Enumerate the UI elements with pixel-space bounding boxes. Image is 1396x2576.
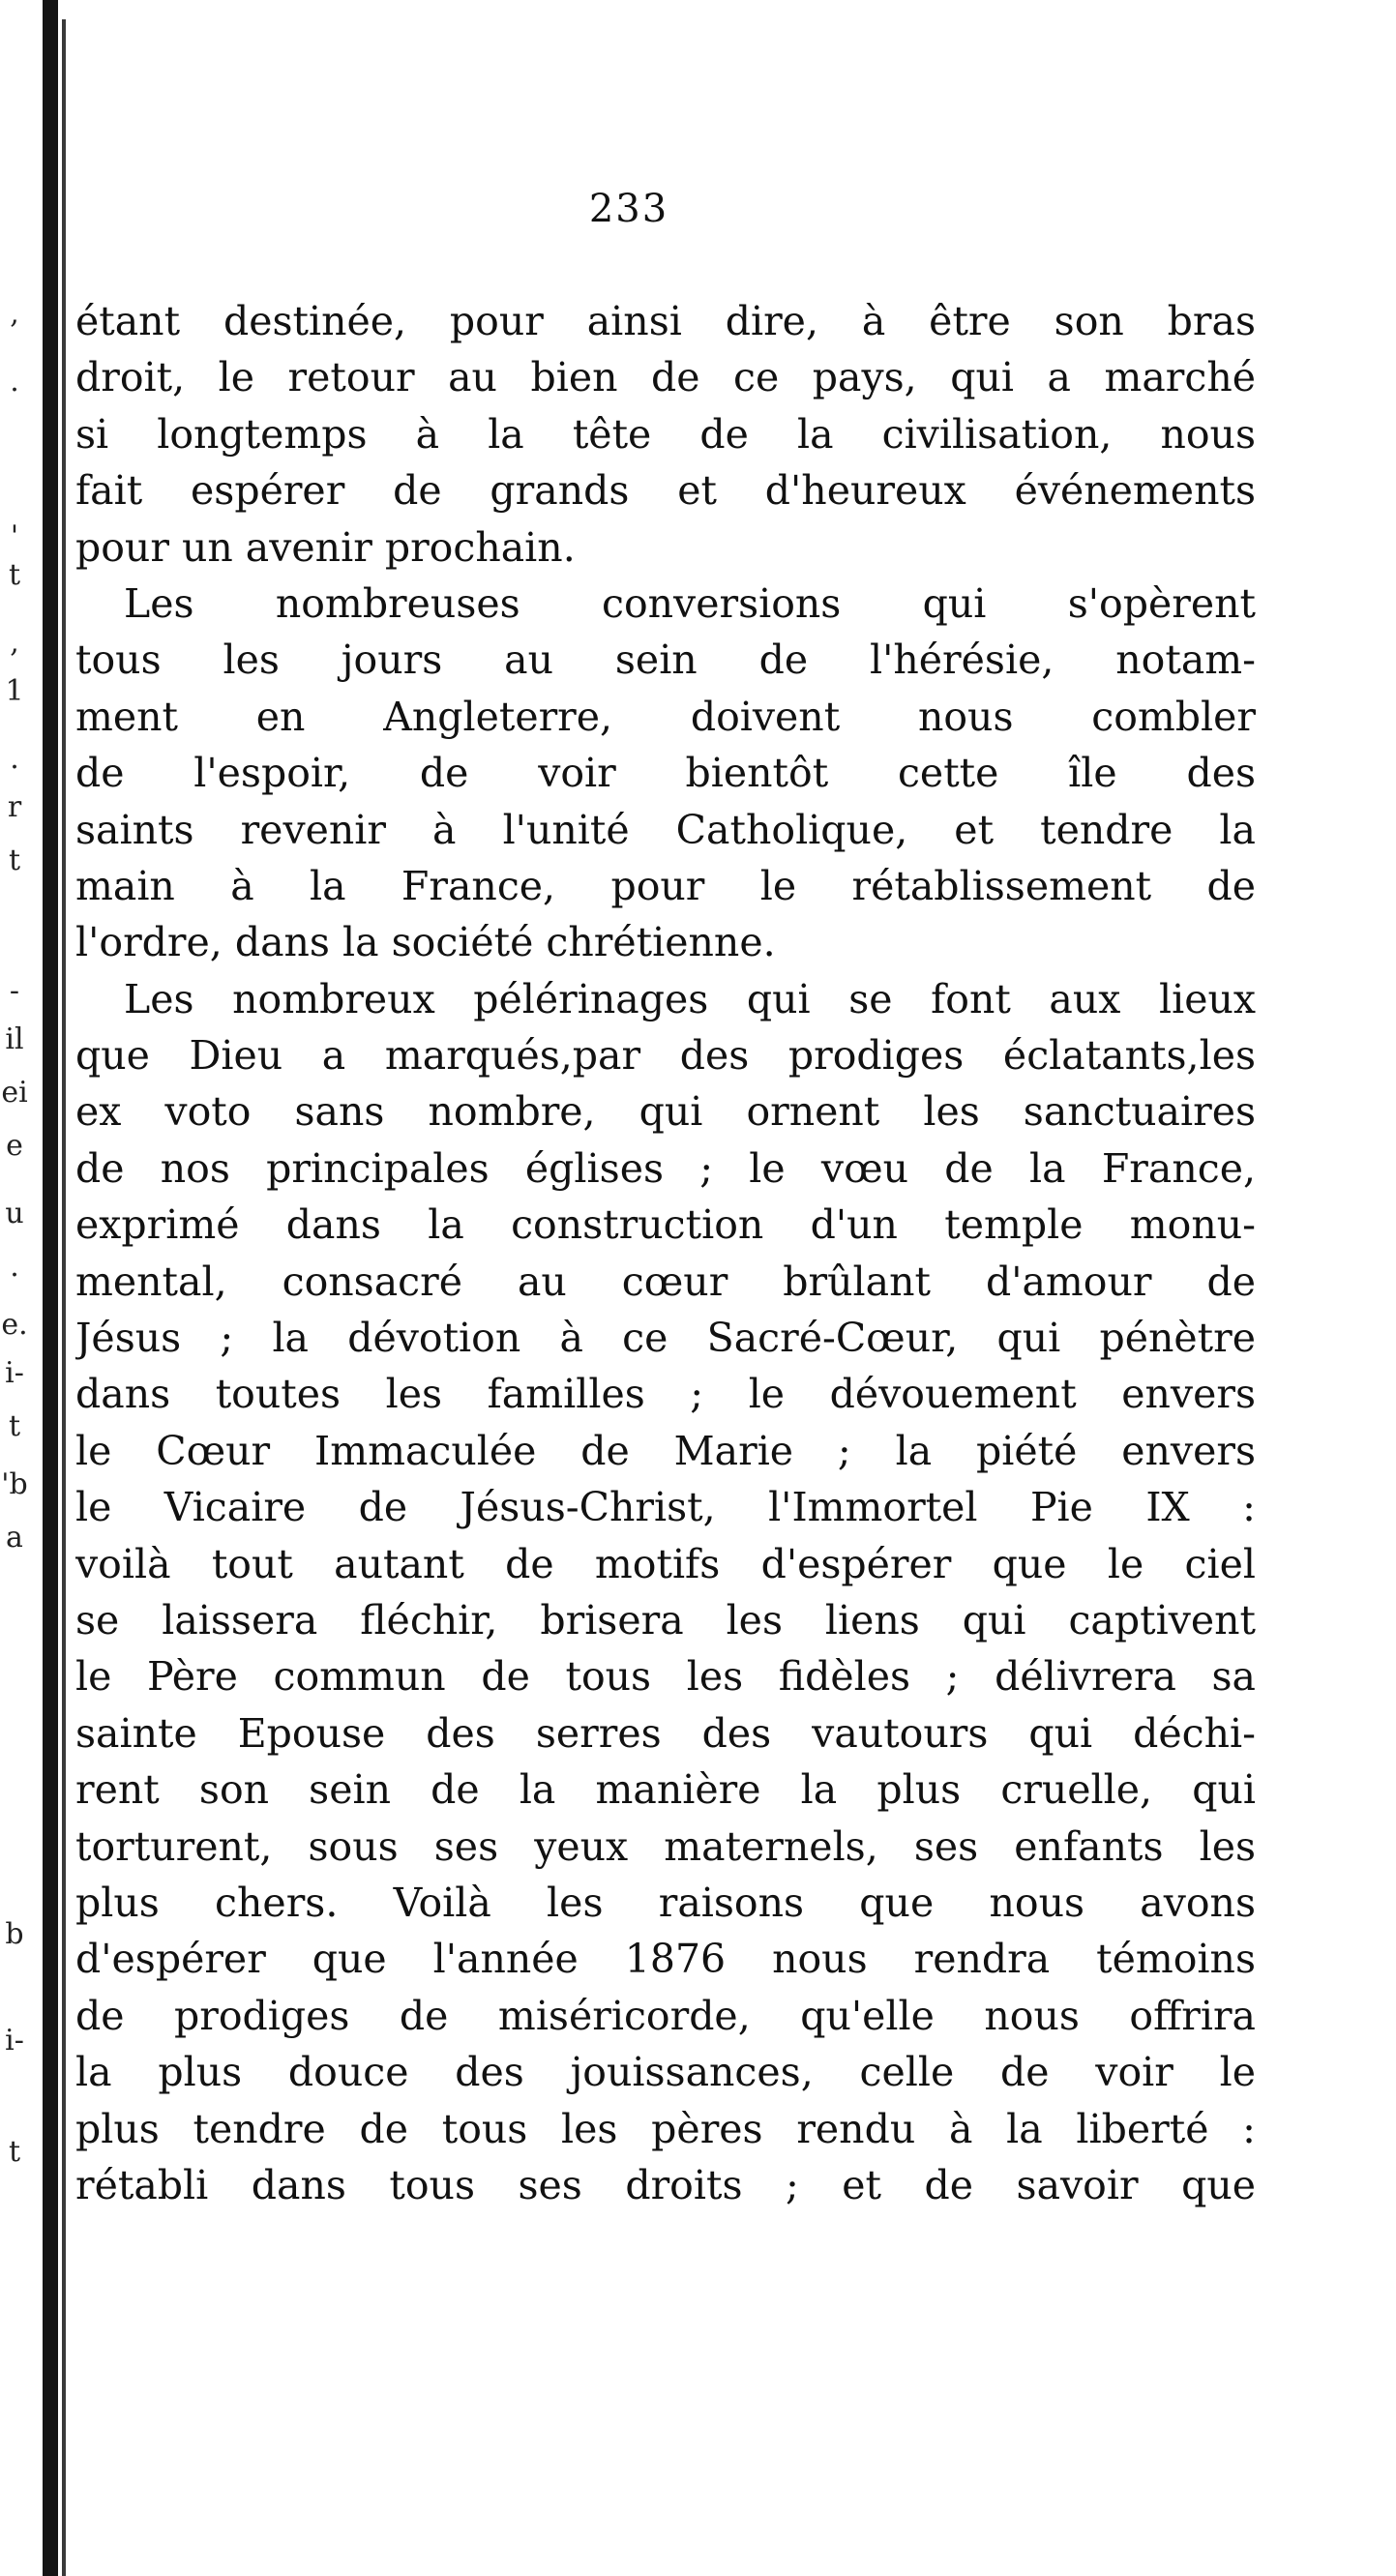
margin-fragment: , bbox=[10, 626, 19, 660]
margin-fragment: ei bbox=[1, 1076, 28, 1110]
text-line: que Dieu a marqués,par des prodiges éclatants,les bbox=[75, 1032, 1256, 1080]
text-line: rétabli dans tous ses droits ; et de savoir que bbox=[75, 2161, 1256, 2208]
margin-fragment: . bbox=[10, 742, 19, 776]
text-line: ex voto sans nombre, qui ornent les sanctuaires bbox=[75, 1088, 1256, 1136]
text-line: saints revenir à l'unité Catholique, et tendre la bbox=[75, 806, 1256, 853]
text-line: fait espérer de grands et d'heureux événements bbox=[75, 467, 1256, 515]
margin-fragment: e bbox=[6, 1129, 23, 1163]
text-line: étant destinée, pour ainsi dire, à être son bras bbox=[75, 298, 1256, 344]
binding-edge-shadow bbox=[62, 19, 66, 2576]
text-line: plus tendre de tous les pères rendu à la liberté : bbox=[75, 2105, 1256, 2152]
text-line: torturent, sous ses yeux maternels, ses enfants les bbox=[75, 1822, 1256, 1870]
text-line: Jésus ; la dévotion à ce Sacré-Cœur, qui pénètre bbox=[75, 1315, 1256, 1362]
margin-fragment: il bbox=[5, 1022, 24, 1056]
text-line: la plus douce des jouissances, celle de voir le bbox=[75, 2049, 1256, 2096]
margin-fragment: 1 bbox=[5, 674, 24, 708]
margin-fragment: . bbox=[10, 1250, 19, 1284]
text-line: plus chers. Voilà les raisons que nous avons bbox=[75, 1879, 1256, 1926]
text-line: de nos principales églises ; le vœu de la France, bbox=[75, 1144, 1256, 1192]
text-line: d'espérer que l'année 1876 nous rendra témoins bbox=[75, 1936, 1256, 1983]
margin-fragment: , bbox=[10, 297, 19, 331]
text-line: de prodiges de miséricorde, qu'elle nous offrira bbox=[75, 1992, 1256, 2039]
margin-fragment: 'b bbox=[1, 1467, 28, 1501]
margin-fragment: i- bbox=[5, 2024, 24, 2058]
text-line: Les nombreux pélérinages qui se font aux lieux bbox=[124, 975, 1256, 1022]
text-line: si longtemps à la tête de la civilisation, nous bbox=[75, 410, 1256, 458]
margin-fragment: . bbox=[10, 365, 19, 399]
binding-edge bbox=[43, 0, 58, 2576]
text-line: main à la France, pour le rétablissement de bbox=[75, 862, 1256, 909]
text-line: rent son sein de la manière la plus cruelle, qui bbox=[75, 1766, 1256, 1814]
text-line: exprimé dans la construction d'un temple monu- bbox=[75, 1201, 1256, 1249]
margin-fragment: ' bbox=[10, 519, 19, 553]
margin-fragment: - bbox=[9, 974, 20, 1008]
margin-fragment: a bbox=[6, 1521, 23, 1554]
text-line: tous les jours au sein de l'hérésie, notam- bbox=[75, 637, 1256, 684]
text-line: l'ordre, dans la société chrétienne. bbox=[75, 919, 776, 966]
text-line: le Cœur Immaculée de Marie ; la piété envers bbox=[75, 1427, 1256, 1474]
margin-fragment: t bbox=[8, 844, 21, 877]
text-line: voilà tout autant de motifs d'espérer que le ciel bbox=[75, 1540, 1256, 1587]
text-line: mental, consacré au cœur brûlant d'amour de bbox=[75, 1258, 1256, 1305]
text-line: droit, le retour au bien de ce pays, qui a marché bbox=[75, 354, 1256, 401]
text-line: Les nombreuses conversions qui s'opèrent bbox=[124, 579, 1256, 627]
margin-fragment: u bbox=[5, 1197, 24, 1230]
page-number: 233 bbox=[588, 187, 669, 231]
margin-fragment: e. bbox=[1, 1308, 28, 1342]
margin-fragment: r bbox=[7, 790, 22, 824]
margin-fragment: i- bbox=[5, 1356, 24, 1390]
margin-fragment: b bbox=[5, 1917, 24, 1951]
margin-fragment: t bbox=[8, 1409, 21, 1443]
margin-fragment: t bbox=[8, 558, 21, 592]
page-body-text bbox=[75, 293, 1256, 2213]
text-line: se laissera fléchir, brisera les liens qui captivent bbox=[75, 1596, 1256, 1643]
text-line: ment en Angleterre, doivent nous combler bbox=[75, 693, 1256, 740]
text-line: le Père commun de tous les fidèles ; délivrera sa bbox=[75, 1653, 1256, 1701]
margin-fragment: t bbox=[8, 2135, 21, 2169]
text-line: pour un avenir prochain. bbox=[75, 523, 576, 571]
text-line: sainte Epouse des serres des vautours qui déchi- bbox=[75, 1709, 1256, 1757]
text-line: dans toutes les familles ; le dévouement envers bbox=[75, 1371, 1256, 1418]
text-line: de l'espoir, de voir bientôt cette île des bbox=[75, 750, 1256, 797]
text-line: le Vicaire de Jésus-Christ, l'Immortel Pie IX : bbox=[75, 1484, 1256, 1531]
